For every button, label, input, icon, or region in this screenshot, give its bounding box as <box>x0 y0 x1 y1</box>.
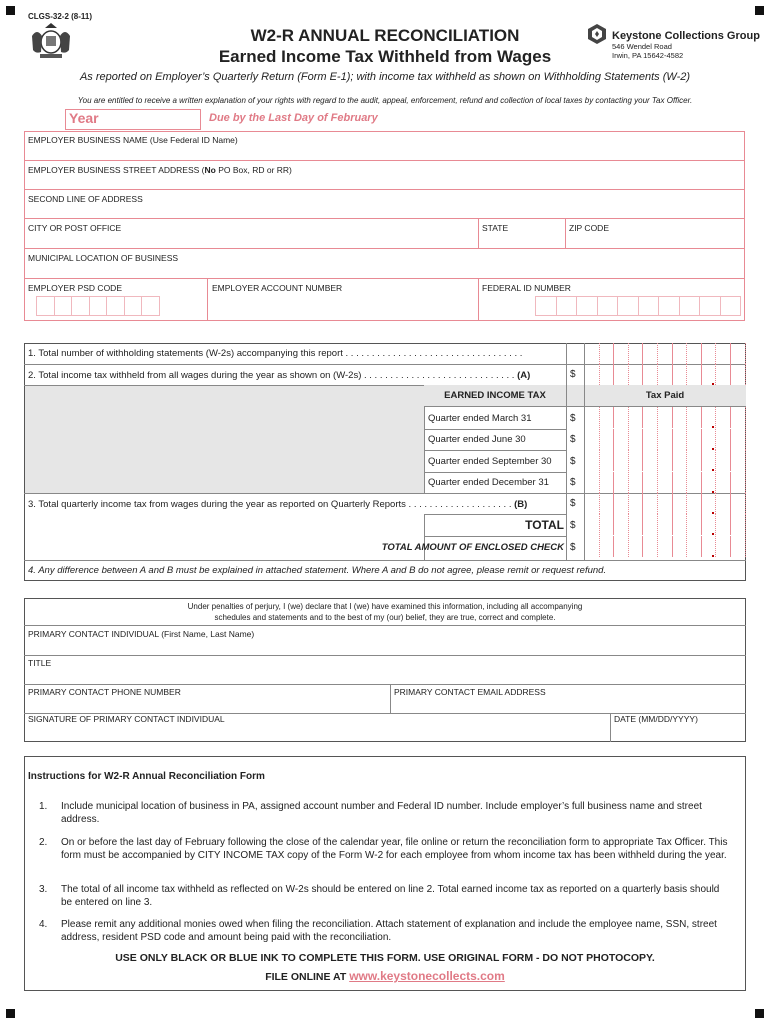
dollar-sign: $ <box>570 520 576 531</box>
quarter-2-label: Quarter ended June 30 <box>428 434 526 445</box>
line-3-text: 3. Total quarterly income tax from wages during the year as reported on Quarterly Reports . . . . . . . . . . . . . . . . . . . . (B) <box>28 499 528 510</box>
dollar-sign: $ <box>570 369 576 380</box>
municipal-location-label: MUNICIPAL LOCATION OF BUSINESS <box>28 253 179 263</box>
digit-box[interactable] <box>720 296 742 316</box>
w2-count-grid[interactable] <box>584 343 745 364</box>
check-amount-grid[interactable] <box>584 536 745 557</box>
instructions-section <box>24 756 746 991</box>
dollar-sign: $ <box>570 477 576 488</box>
second-line-label: SECOND LINE OF ADDRESS <box>28 194 143 204</box>
registration-mark <box>6 6 15 15</box>
dollar-sign: $ <box>570 498 576 509</box>
digit-box[interactable] <box>658 296 680 316</box>
company-name: Keystone Collections Group <box>612 30 760 42</box>
digit-box[interactable] <box>106 296 125 316</box>
digit-box[interactable] <box>556 296 578 316</box>
street-address-label: EMPLOYER BUSINESS STREET ADDRESS (No PO Box, RD or RR) <box>28 165 292 175</box>
quarter-4-label: Quarter ended December 31 <box>428 477 549 488</box>
instruction-item: 3. The total of all income tax withheld as reflected on W-2s should be entered on line 2. Total earned income tax as reported on a quarterly basis should be entered on line 3. <box>39 884 720 908</box>
rights-notice: You are entitled to receive a written explanation of your rights with regard to the audit, appeal, enforcement, refund and collection of local taxes by contacting your Tax Officer. <box>77 96 693 105</box>
psd-code-label: EMPLOYER PSD CODE <box>28 283 122 293</box>
company-address-1: 546 Wendel Road <box>612 42 672 51</box>
q1-amount-grid[interactable] <box>584 407 745 428</box>
file-online-notice: FILE ONLINE AT www.keystonecollects.com <box>265 969 505 983</box>
email-label: PRIMARY CONTACT EMAIL ADDRESS <box>394 687 546 697</box>
digit-box[interactable] <box>124 296 143 316</box>
zip-label: ZIP CODE <box>569 223 609 233</box>
dollar-sign: $ <box>570 456 576 467</box>
total-check-label: TOTAL AMOUNT OF ENCLOSED CHECK <box>381 542 564 553</box>
shaded-area <box>25 386 424 493</box>
line-b-amount-grid[interactable] <box>584 493 745 514</box>
digit-box[interactable] <box>576 296 598 316</box>
line-a-amount-grid[interactable] <box>584 364 745 385</box>
digit-box[interactable] <box>638 296 660 316</box>
digit-box[interactable] <box>141 296 160 316</box>
account-number-label: EMPLOYER ACCOUNT NUMBER <box>212 283 343 293</box>
keystone-logo-icon <box>584 22 610 46</box>
decimal-mark <box>712 533 714 535</box>
digit-box[interactable] <box>535 296 557 316</box>
digit-box[interactable] <box>71 296 90 316</box>
date-label: DATE (MM/DD/YYYY) <box>614 714 698 724</box>
signature-label: SIGNATURE OF PRIMARY CONTACT INDIVIDUAL <box>28 714 225 724</box>
state-label: STATE <box>482 223 509 233</box>
registration-mark <box>755 6 764 15</box>
decimal-mark <box>712 555 714 557</box>
ink-notice: USE ONLY BLACK OR BLUE INK TO COMPLETE THIS FORM. USE ORIGINAL FORM - DO NOT PHOTOCOPY. <box>115 952 655 964</box>
line-2-text: 2. Total income tax withheld from all wages during the year as shown on (W-2s) . . . . . . . . . . . . . . . . . . . . . . . . . . . . . (A) <box>28 370 531 381</box>
eit-header: EARNED INCOME TAX <box>444 390 546 401</box>
due-label: Due by the Last Day of February <box>209 112 378 124</box>
instruction-item: 1. Include municipal location of business in PA, assigned account number and Federal ID number. Include employer’s full business name and street address. <box>39 801 702 825</box>
total-label: TOTAL <box>525 518 564 532</box>
q3-amount-grid[interactable] <box>584 450 745 471</box>
federal-id-boxes <box>535 296 745 316</box>
decimal-mark <box>712 426 714 428</box>
company-address-2: Irwin, PA 15642-4582 <box>612 51 684 60</box>
city-label: CITY OR POST OFFICE <box>28 223 122 233</box>
digit-box[interactable] <box>699 296 721 316</box>
quarter-3-label: Quarter ended September 30 <box>428 456 552 467</box>
business-name-label: EMPLOYER BUSINESS NAME (Use Federal ID Name) <box>28 135 238 145</box>
contact-name-label: PRIMARY CONTACT INDIVIDUAL (First Name, Last Name) <box>28 629 255 639</box>
form-subtitle: Earned Income Tax Withheld from Wages <box>218 47 552 66</box>
dollar-sign: $ <box>570 434 576 445</box>
digit-box[interactable] <box>36 296 55 316</box>
phone-label: PRIMARY CONTACT PHONE NUMBER <box>28 687 181 697</box>
registration-mark <box>6 1009 15 1018</box>
dollar-sign: $ <box>570 413 576 424</box>
tax-paid-header: Tax Paid <box>645 390 685 401</box>
instruction-item: 2. On or before the last day of February following the close of the calendar year, file online or return the reconciliation form to appropriate Tax Officer. This form must be accompanied by CITY INCOME TAX copy of the Form W-2 for each employee from whom income tax has been withheld during the year. <box>39 837 728 861</box>
perjury-line-2: schedules and statements and to the best of my (our) belief, they are true, correct and complete. <box>214 613 556 622</box>
dollar-sign: $ <box>570 542 576 553</box>
quarter-1-label: Quarter ended March 31 <box>428 413 532 424</box>
as-reported-note: As reported on Employer’s Quarterly Return (Form E-1); with income tax withheld as shown on Withholding Statements (W-2) <box>79 71 691 83</box>
form-title: W2-R ANNUAL RECONCILIATION <box>250 26 520 45</box>
psd-code-boxes <box>36 296 160 316</box>
website-link[interactable]: www.keystonecollects.com <box>349 969 505 983</box>
year-label: Year <box>69 110 99 126</box>
q4-amount-grid[interactable] <box>584 472 745 493</box>
instruction-item: 4. Please remit any additional monies owed when filing the reconciliation. Attach statement of explanation and include the employee name, SSN, street address, resident PSD code and amount being paid with the reconciliation. <box>39 919 717 943</box>
digit-box[interactable] <box>617 296 639 316</box>
digit-box[interactable] <box>597 296 619 316</box>
decimal-mark <box>712 383 714 385</box>
digit-box[interactable] <box>89 296 108 316</box>
total-amount-grid[interactable] <box>584 514 745 535</box>
line-1-text: 1. Total number of withholding statements (W-2s) accompanying this report . . . . . . . . . . . . . . . . . . . . . . . . . . . . . . . . . . <box>28 348 523 359</box>
title-label: TITLE <box>28 658 52 668</box>
instructions-heading: Instructions for W2-R Annual Reconciliation Form <box>28 771 265 782</box>
form-code: CLGS-32-2 (8-11) <box>28 12 93 21</box>
title-field[interactable] <box>24 655 746 684</box>
q2-amount-grid[interactable] <box>584 429 745 450</box>
line-4-text: 4. Any difference between A and B must be explained in attached statement. Where A and B do not agree, please remit or request refund. <box>28 565 607 576</box>
federal-id-label: FEDERAL ID NUMBER <box>482 283 571 293</box>
decimal-mark <box>712 469 714 471</box>
digit-box[interactable] <box>679 296 701 316</box>
registration-mark <box>755 1009 764 1018</box>
digit-box[interactable] <box>54 296 73 316</box>
perjury-line-1: Under penalties of perjury, I (we) declare that I (we) have examined this information, including all accompanying <box>187 602 583 611</box>
